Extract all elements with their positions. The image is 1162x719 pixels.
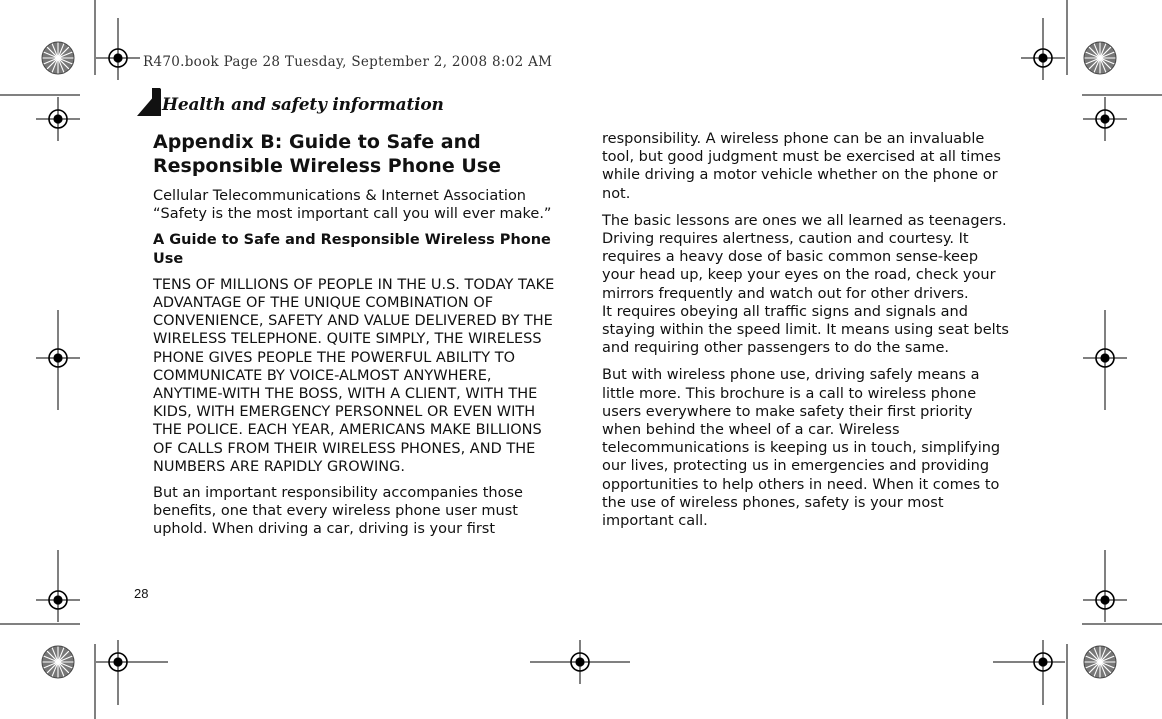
print-slug: R470.book Page 28 Tuesday, September 2, 2008 8:02 AM bbox=[143, 54, 553, 70]
appendix-title: Appendix B: Guide to Safe and Responsible Wireless Phone Use bbox=[153, 131, 501, 177]
guide-subheading: A Guide to Safe and Responsible Wireless Phone Use bbox=[153, 232, 551, 267]
basic-lessons-paragraph bbox=[602, 212, 1012, 358]
intro-association: Cellular Telecommunications & Internet Association bbox=[153, 188, 526, 204]
right-column bbox=[602, 130, 1012, 539]
intro-paragraph bbox=[153, 187, 565, 223]
obey-signs-text: It requires obeying all traffic signs and signals and staying within the speed limit. It means using seat belts and requiring other passengers to do the same. bbox=[602, 303, 1009, 357]
responsibility-paragraph: But an important responsibility accompanies those benefits, one that every wireless phone user must uphold. When driving a car, driving is your first bbox=[153, 485, 523, 538]
left-column bbox=[153, 130, 565, 547]
continued-paragraph: responsibility. A wireless phone can be an invaluable tool, but good judgment must be exercised at all times while driving a motor vehicle whether on the phone or not. bbox=[602, 131, 1001, 202]
basic-lessons-text: The basic lessons are ones we all learned as teenagers. Driving requires alertness, caution and courtesy. It requires a heavy dose of basic common sense-keep your head up, keep your eyes on the road, check your mirrors frequently and watch out for other drivers. bbox=[602, 212, 1007, 302]
wireless-use-paragraph: But with wireless phone use, driving safely means a little more. This brochure is a call to wireless phone users everywhere to make safety their first priority when behind the wheel of a car. Wireless telecommunications is keeping us in touch, simplifying our lives, protecting us in emergencies and providing opportunities to help others in need. When it comes to the use of wireless phones, safety is your most important call. bbox=[602, 367, 1001, 530]
section-title: Health and safety information bbox=[162, 95, 444, 115]
intro-quote: “Safety is the most important call you will ever make.” bbox=[153, 206, 552, 223]
page-number: 28 bbox=[134, 586, 149, 601]
header-accent-bar-block bbox=[152, 88, 160, 116]
caps-paragraph: TENS OF MILLIONS OF PEOPLE IN THE U.S. TODAY TAKE ADVANTAGE OF THE UNIQUE COMBINATION OF CONVENIENCE, SAFETY AND VALUE DELIVERED BY THE WIRELESS TELEPHONE. QUITE SIMPLY, THE WIRELESS PHONE GIVES PEOPLE THE POWERFUL ABILITY TO COMMUNICATE BY VOICE-ALMOST ANYWHERE, ANYTIME-WITH THE BOSS, WITH A CLIENT, WITH THE KIDS, WITH EMERGENCY PERSONNEL OR EVEN WITH THE POLICE. EACH YEAR, AMERICANS MAKE BILLIONS OF CALLS FROM THEIR WIRELESS PHONES, AND THE NUMBERS ARE RAPIDLY GROWING. bbox=[153, 276, 555, 475]
